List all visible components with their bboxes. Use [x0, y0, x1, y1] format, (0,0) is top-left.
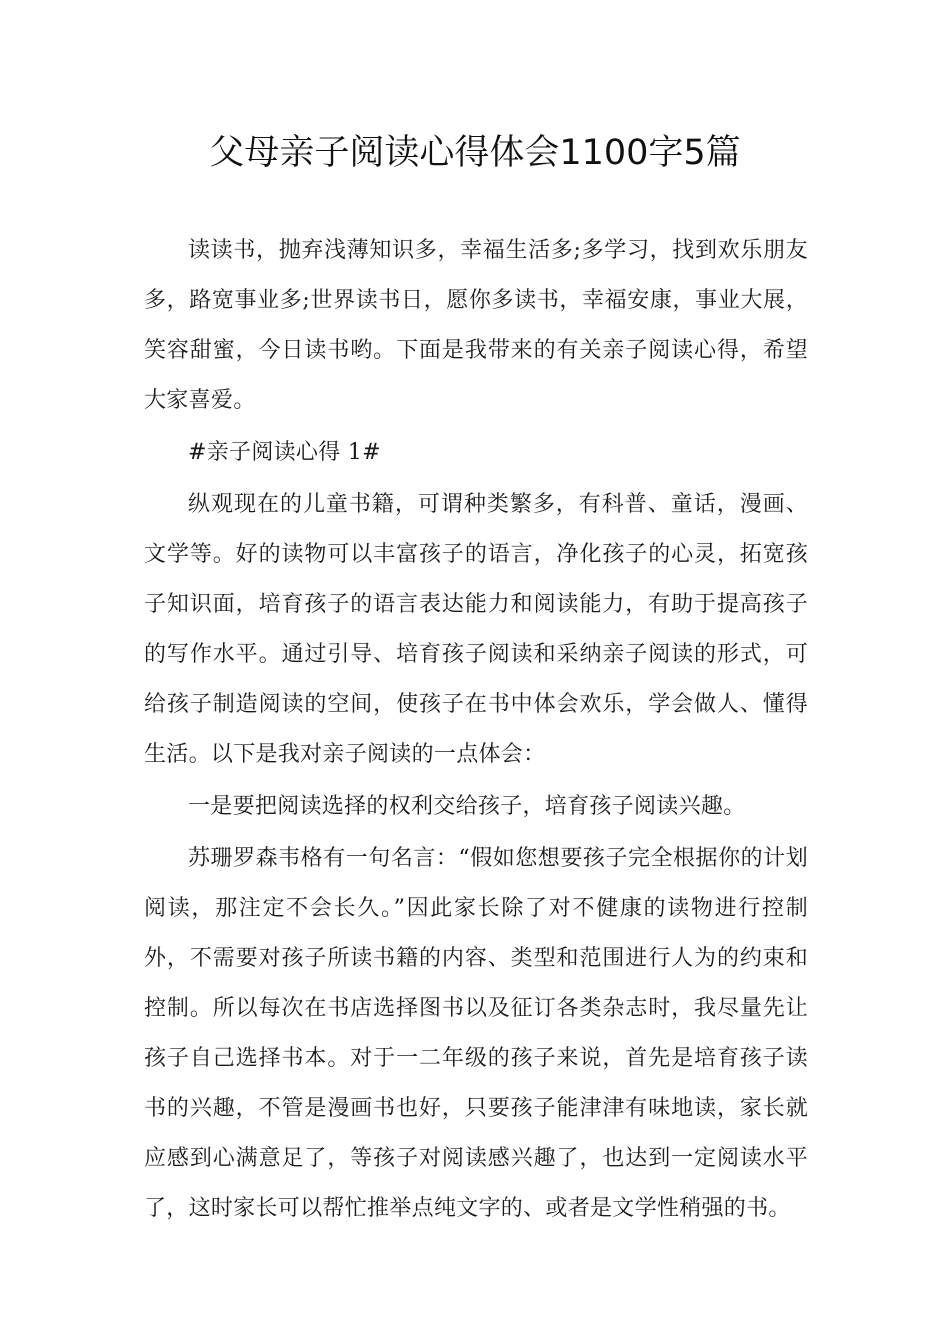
paragraph-quote: 苏珊罗森韦格有一句名言：“假如您想要孩子完全根据你的计划阅读，那注定不会长久。”因此家长除了对不健康的读物进行控制外，不需要对孩子所读书籍的内容、类型和范围进行人为的约束和控制。所以每次在书店选择图书以及征订各类杂志时，我尽量先让孩子自己选择书本。对于一二年级的孩子来说，首先是培育孩子读书的兴趣，不管是漫画书也好，只要孩子能津津有味地读，家长就应感到心满意足了，等孩子对阅读感兴趣了，也达到一定阅读水平了，这时家长可以帮忙推举点纯文字的、或者是文学性稍强的书。	[144, 846, 808, 1221]
paragraph-overview: 纵观现在的儿童书籍，可谓种类繁多，有科普、童话，漫画、文学等。好的读物可以丰富孩子的语言，净化孩子的心灵，拓宽孩子知识面，培育孩子的语言表达能力和阅读能力，有助于提高孩子的写作水平。通过引导、培育孩子阅读和采纳亲子阅读的形式，可给孩子制造阅读的空间，使孩子在书中体会欢乐，学会做人、懂得生活。以下是我对亲子阅读的一点体会：	[144, 492, 808, 767]
paragraph-intro: 读读书，抛弃浅薄知识多，幸福生活多;多学习，找到欢乐朋友多，路宽事业多;世界读书日，愿你多读书，幸福安康，事业大展，笑容甜蜜，今日读书哟。下面是我带来的有关亲子阅读心得，希望大家喜爱。	[144, 238, 808, 413]
document-body	[144, 226, 808, 1236]
document-title: 父母亲子阅读心得体会1100字5篇	[209, 133, 741, 173]
paragraph-point-one: 一是要把阅读选择的权利交给孩子，培育孩子阅读兴趣。	[188, 794, 746, 819]
section-heading-1: #亲子阅读心得 1#	[188, 440, 381, 465]
